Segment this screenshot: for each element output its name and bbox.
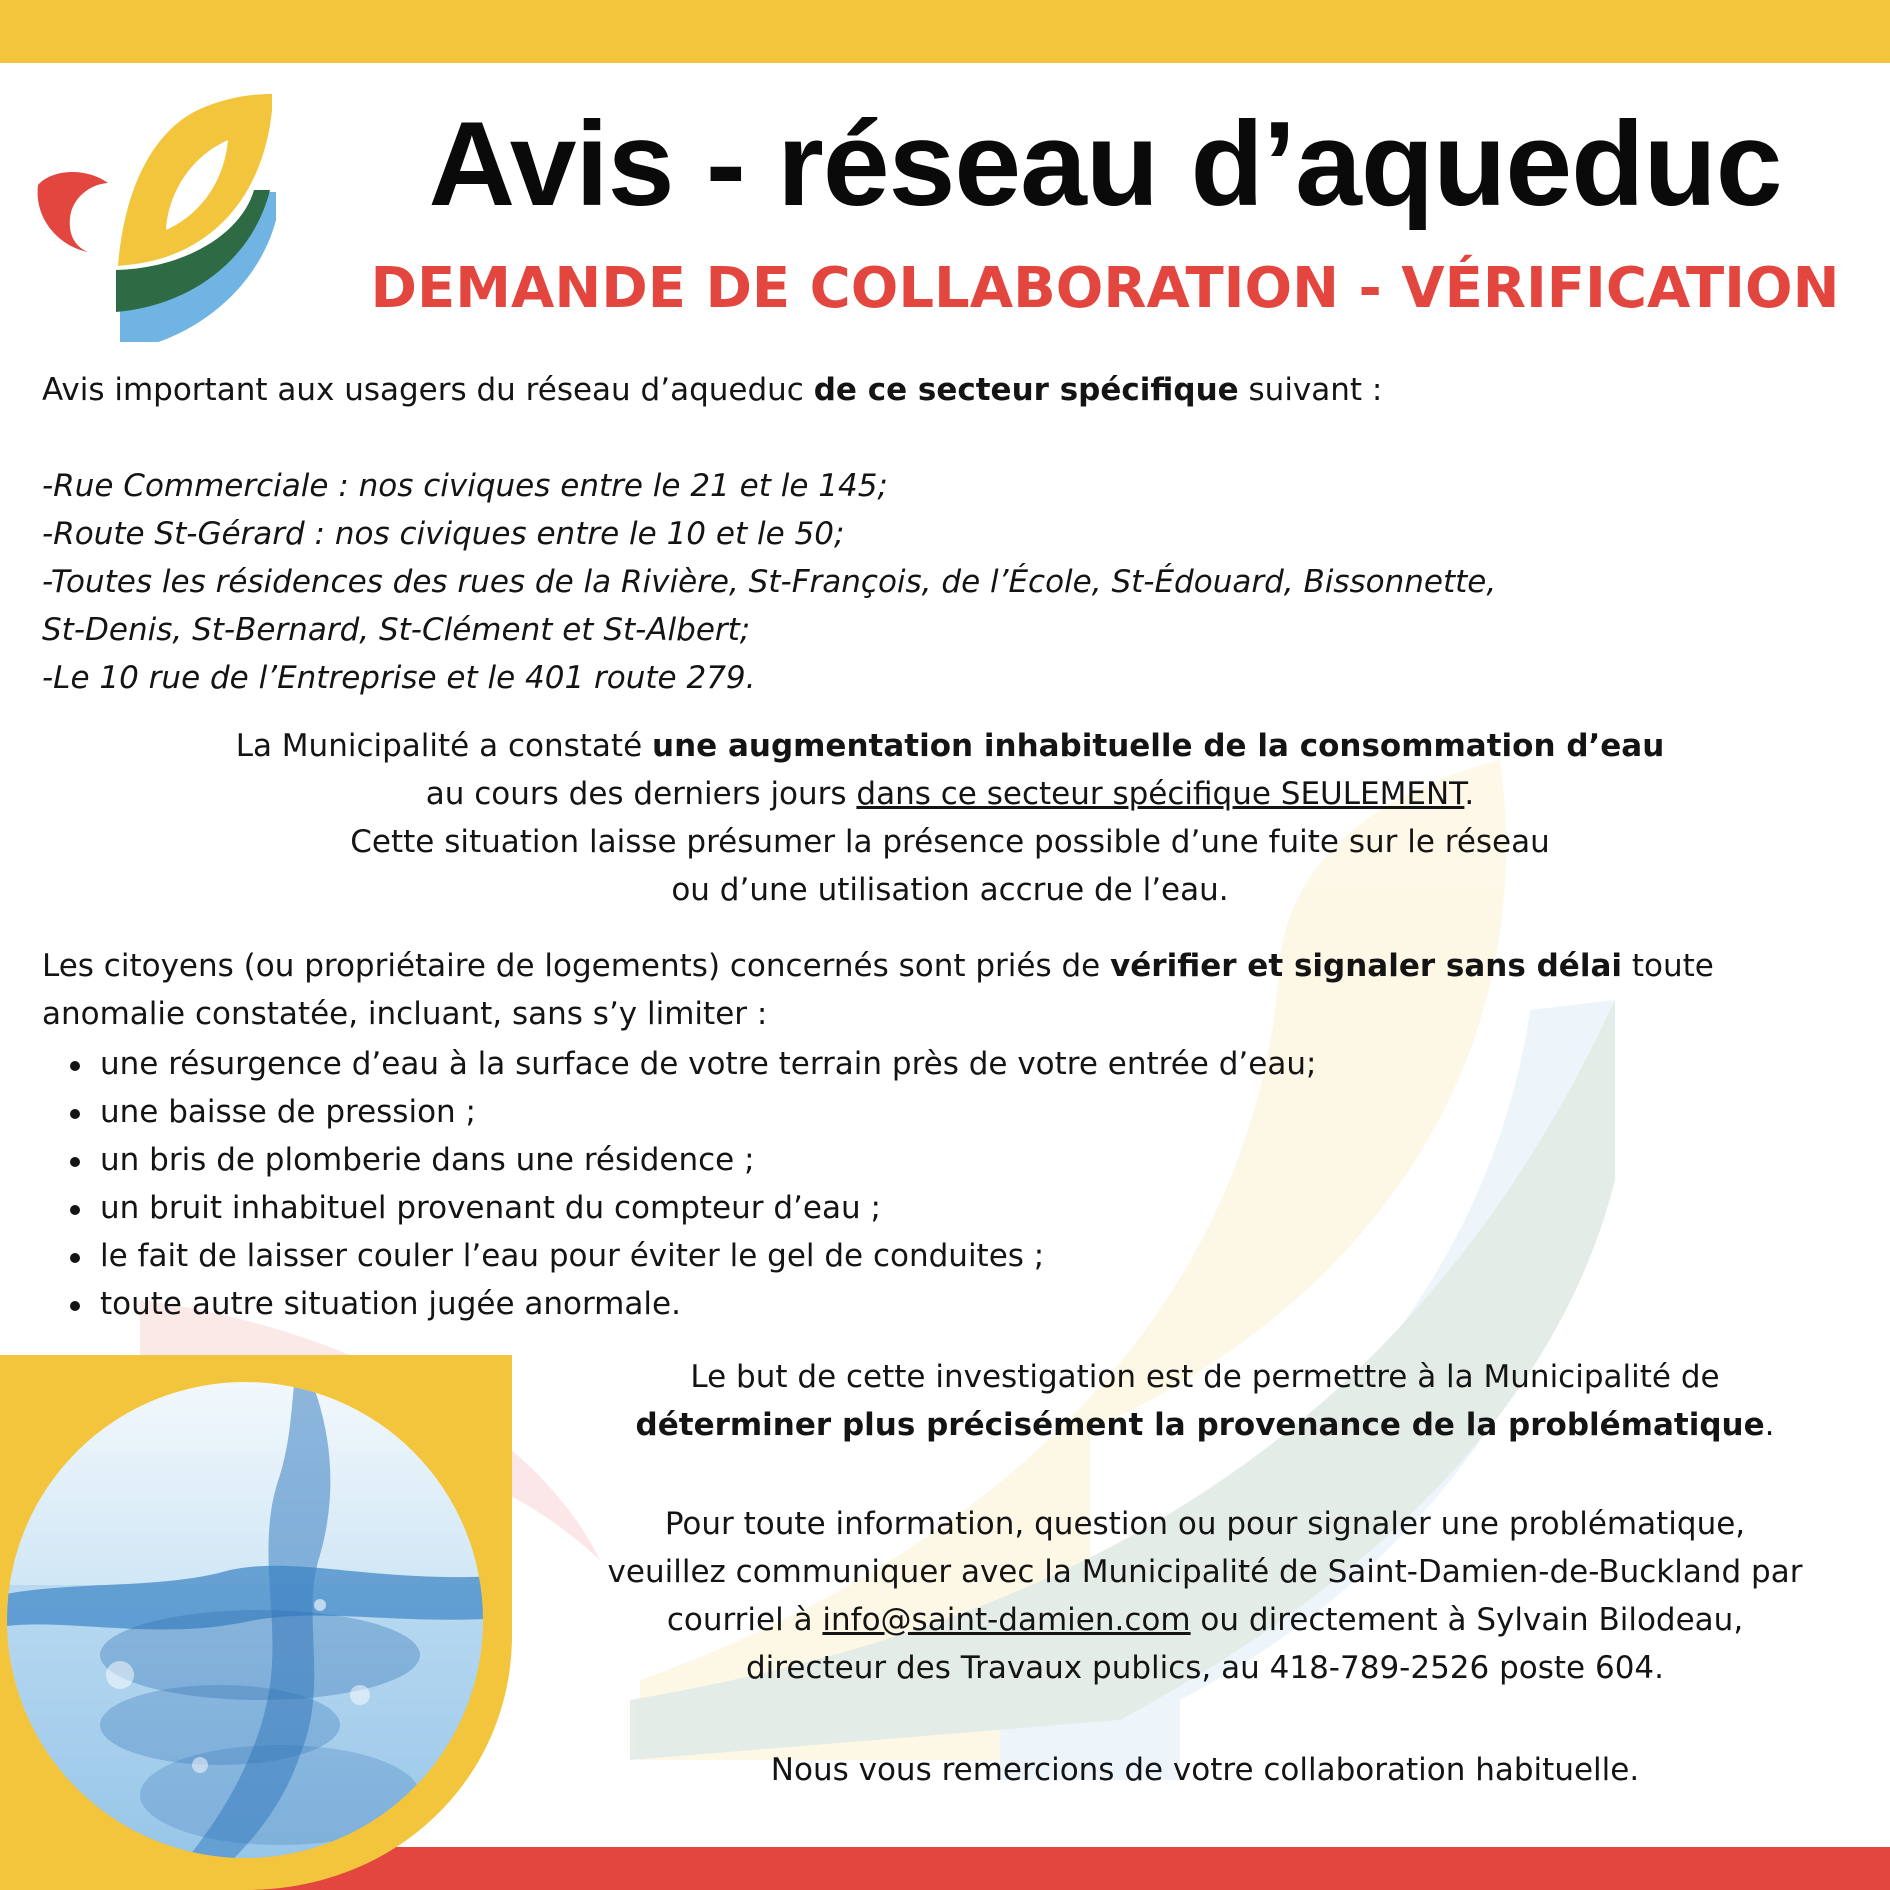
list-item: un bruit inhabituel provenant du compteur d’eau ; bbox=[42, 1184, 1542, 1232]
request-text: toute bbox=[1622, 948, 1714, 984]
list-item: un bris de plomberie dans une résidence ; bbox=[42, 1136, 1542, 1184]
list-item: une résurgence d’eau à la surface de votre terrain près de votre entrée d’eau; bbox=[42, 1040, 1542, 1088]
intro-text-end: suivant : bbox=[1238, 372, 1383, 408]
request-paragraph bbox=[42, 942, 1862, 1038]
email-link[interactable]: info@saint-damien.com bbox=[822, 1602, 1191, 1638]
intro-text: Avis important aux usagers du réseau d’aqueduc bbox=[42, 372, 814, 408]
goal-line: Le but de cette investigation est de permettre à la Municipalité de bbox=[690, 1359, 1720, 1395]
contact-line: directeur des Travaux publics, au 418-789-2526 poste 604. bbox=[746, 1650, 1664, 1686]
observation-line: Cette situation laisse présumer la présence possible d’une fuite sur le réseau bbox=[350, 824, 1550, 860]
observation-underline: dans ce secteur spécifique SEULEMENT bbox=[856, 776, 1465, 812]
page-title: Avis - réseau d’aqueduc bbox=[428, 97, 1782, 231]
observation-bold: une augmentation inhabituelle de la consommation d’eau bbox=[652, 728, 1665, 764]
sector-line: -Le 10 rue de l’Entreprise et le 401 route 279. bbox=[42, 660, 756, 696]
list-item: une baisse de pression ; bbox=[42, 1088, 1542, 1136]
contact-text: courriel à bbox=[666, 1602, 823, 1638]
goal-paragraph bbox=[570, 1353, 1840, 1449]
sector-line: -Route St-Gérard : nos civiques entre le 10 et le 50; bbox=[42, 516, 845, 552]
contact-paragraph bbox=[540, 1500, 1870, 1692]
list-item: toute autre situation jugée anormale. bbox=[42, 1280, 1542, 1328]
request-line: anomalie constatée, incluant, sans s’y limiter : bbox=[42, 996, 768, 1032]
observation-text: au cours des derniers jours bbox=[425, 776, 857, 812]
observation-text: . bbox=[1464, 776, 1475, 812]
sector-line: -Rue Commerciale : nos civiques entre le 21 et le 145; bbox=[42, 468, 888, 504]
contact-text: ou directement à Sylvain Bilodeau, bbox=[1190, 1602, 1744, 1638]
observation-paragraph bbox=[180, 722, 1720, 914]
intro-paragraph bbox=[42, 366, 1862, 414]
sector-line: St-Denis, St-Bernard, St-Clément et St-Albert; bbox=[42, 612, 751, 648]
goal-end: . bbox=[1764, 1407, 1775, 1443]
observation-line: ou d’une utilisation accrue de l’eau. bbox=[671, 872, 1229, 908]
sector-line: -Toutes les résidences des rues de la Rivière, St-François, de l’École, St-Édouard, Bissonnette, bbox=[42, 564, 1497, 600]
list-item: le fait de laisser couler l’eau pour éviter le gel de conduites ; bbox=[42, 1232, 1542, 1280]
intro-bold: de ce secteur spécifique bbox=[813, 372, 1239, 408]
request-text: Les citoyens (ou propriétaire de logements) concernés sont priés de bbox=[42, 948, 1111, 984]
contact-line: Pour toute information, question ou pour signaler une problématique, bbox=[664, 1506, 1746, 1542]
anomaly-list bbox=[42, 1040, 1542, 1328]
page-subtitle: DEMANDE DE COLLABORATION - VÉRIFICATION bbox=[370, 256, 1840, 321]
sector-list bbox=[42, 462, 1862, 702]
contact-line: veuillez communiquer avec la Municipalité de Saint-Damien-de-Buckland par bbox=[607, 1554, 1803, 1590]
observation-text: La Municipalité a constaté bbox=[235, 728, 652, 764]
goal-bold: déterminer plus précisément la provenance de la problématique bbox=[635, 1407, 1765, 1443]
request-bold: vérifier et signaler sans délai bbox=[1110, 948, 1623, 984]
thanks-line: Nous vous remercions de votre collaboration habituelle. bbox=[770, 1752, 1640, 1788]
